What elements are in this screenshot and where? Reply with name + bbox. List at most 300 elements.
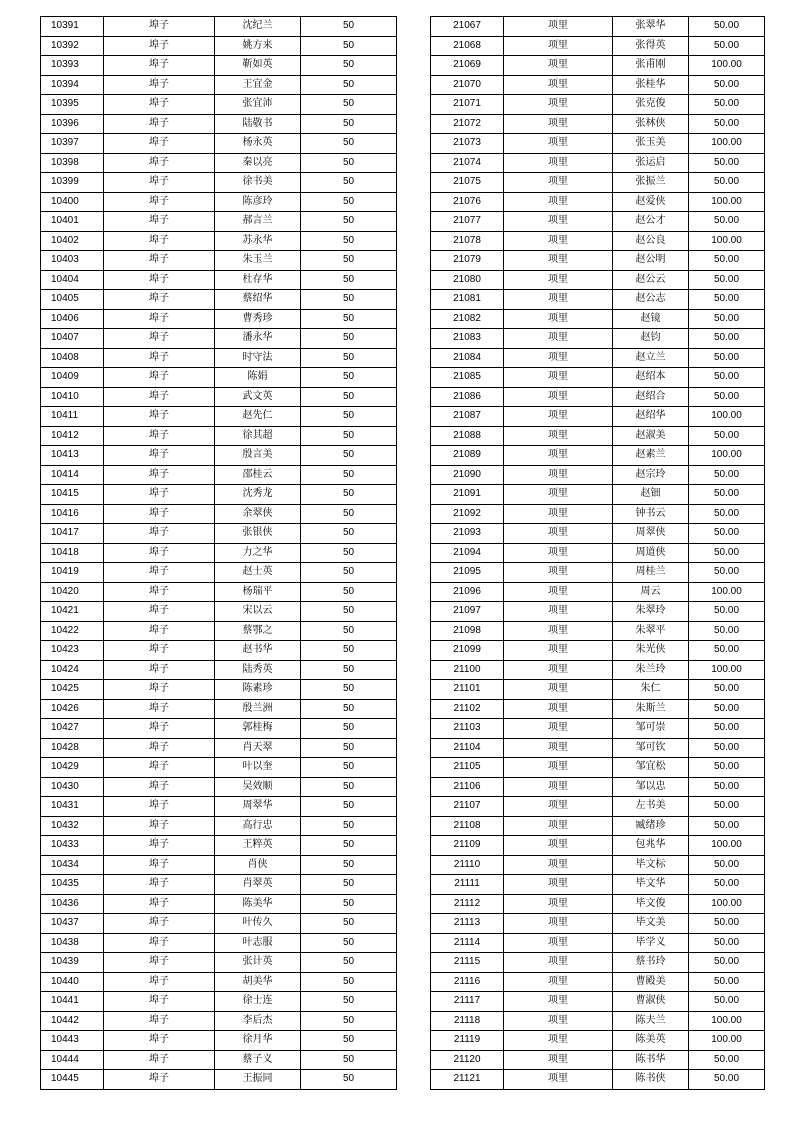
village-cell: 埠子 bbox=[104, 738, 215, 758]
table-row bbox=[41, 173, 397, 193]
amount-cell: 50.00 bbox=[689, 1070, 765, 1090]
id-cell: 10394 bbox=[41, 75, 104, 95]
name-cell: 陈娟 bbox=[215, 368, 301, 388]
village-cell: 项里 bbox=[504, 836, 613, 856]
name-cell: 邹可崇 bbox=[613, 719, 689, 739]
name-cell: 赵爱侠 bbox=[613, 192, 689, 212]
name-cell: 赵书华 bbox=[215, 641, 301, 661]
village-cell: 埠子 bbox=[104, 777, 215, 797]
village-cell: 埠子 bbox=[104, 465, 215, 485]
table-row bbox=[41, 563, 397, 583]
amount-cell: 50 bbox=[301, 1070, 397, 1090]
id-cell: 10404 bbox=[41, 270, 104, 290]
name-cell: 力之华 bbox=[215, 543, 301, 563]
table-row bbox=[431, 602, 765, 622]
id-cell: 21098 bbox=[431, 621, 504, 641]
left-table-body bbox=[41, 17, 397, 1090]
name-cell: 臧绪珍 bbox=[613, 816, 689, 836]
id-cell: 10445 bbox=[41, 1070, 104, 1090]
village-cell: 埠子 bbox=[104, 914, 215, 934]
village-cell: 埠子 bbox=[104, 992, 215, 1012]
id-cell: 21069 bbox=[431, 56, 504, 76]
id-cell: 21068 bbox=[431, 36, 504, 56]
name-cell: 殷兰洲 bbox=[215, 699, 301, 719]
village-cell: 项里 bbox=[504, 758, 613, 778]
name-cell: 杨永英 bbox=[215, 134, 301, 154]
village-cell: 埠子 bbox=[104, 134, 215, 154]
table-row bbox=[41, 1031, 397, 1051]
id-cell: 21097 bbox=[431, 602, 504, 622]
id-cell: 10418 bbox=[41, 543, 104, 563]
name-cell: 蔡鄂之 bbox=[215, 621, 301, 641]
amount-cell: 50.00 bbox=[689, 933, 765, 953]
table-row bbox=[431, 836, 765, 856]
amount-cell: 100.00 bbox=[689, 1031, 765, 1051]
id-cell: 21106 bbox=[431, 777, 504, 797]
id-cell: 21105 bbox=[431, 758, 504, 778]
amount-cell: 50 bbox=[301, 914, 397, 934]
name-cell: 潘永华 bbox=[215, 329, 301, 349]
table-row bbox=[431, 192, 765, 212]
id-cell: 21096 bbox=[431, 582, 504, 602]
name-cell: 曹秀珍 bbox=[215, 309, 301, 329]
table-row bbox=[41, 348, 397, 368]
village-cell: 项里 bbox=[504, 95, 613, 115]
amount-cell: 50 bbox=[301, 738, 397, 758]
table-row bbox=[431, 992, 765, 1012]
table-row bbox=[431, 290, 765, 310]
amount-cell: 50 bbox=[301, 719, 397, 739]
village-cell: 项里 bbox=[504, 251, 613, 271]
amount-cell: 100.00 bbox=[689, 582, 765, 602]
amount-cell: 50.00 bbox=[689, 387, 765, 407]
id-cell: 10442 bbox=[41, 1011, 104, 1031]
id-cell: 21083 bbox=[431, 329, 504, 349]
table-row bbox=[41, 758, 397, 778]
table-row bbox=[41, 602, 397, 622]
amount-cell: 50.00 bbox=[689, 290, 765, 310]
amount-cell: 50 bbox=[301, 407, 397, 427]
id-cell: 10433 bbox=[41, 836, 104, 856]
amount-cell: 50.00 bbox=[689, 270, 765, 290]
village-cell: 埠子 bbox=[104, 563, 215, 583]
amount-cell: 50 bbox=[301, 212, 397, 232]
id-cell: 21075 bbox=[431, 173, 504, 193]
amount-cell: 50.00 bbox=[689, 641, 765, 661]
table-row bbox=[41, 621, 397, 641]
table-row bbox=[41, 251, 397, 271]
name-cell: 朱翠玲 bbox=[613, 602, 689, 622]
table-row bbox=[431, 426, 765, 446]
amount-cell: 50.00 bbox=[689, 719, 765, 739]
village-cell: 项里 bbox=[504, 972, 613, 992]
table-row bbox=[41, 680, 397, 700]
id-cell: 21111 bbox=[431, 875, 504, 895]
id-cell: 10420 bbox=[41, 582, 104, 602]
table-row bbox=[41, 134, 397, 154]
table-row bbox=[431, 933, 765, 953]
name-cell: 王粹英 bbox=[215, 836, 301, 856]
name-cell: 肖天翠 bbox=[215, 738, 301, 758]
table-row bbox=[431, 173, 765, 193]
village-cell: 项里 bbox=[504, 621, 613, 641]
name-cell: 张振兰 bbox=[613, 173, 689, 193]
table-row bbox=[431, 582, 765, 602]
id-cell: 21113 bbox=[431, 914, 504, 934]
id-cell: 10439 bbox=[41, 953, 104, 973]
name-cell: 赵绍华 bbox=[613, 407, 689, 427]
id-cell: 10426 bbox=[41, 699, 104, 719]
name-cell: 张计英 bbox=[215, 953, 301, 973]
name-cell: 曹淑侠 bbox=[613, 992, 689, 1012]
amount-cell: 100.00 bbox=[689, 192, 765, 212]
amount-cell: 50 bbox=[301, 875, 397, 895]
name-cell: 周翠华 bbox=[215, 797, 301, 817]
amount-cell: 50.00 bbox=[689, 563, 765, 583]
id-cell: 21078 bbox=[431, 231, 504, 251]
amount-cell: 50 bbox=[301, 992, 397, 1012]
amount-cell: 50.00 bbox=[689, 621, 765, 641]
amount-cell: 50 bbox=[301, 1050, 397, 1070]
amount-cell: 50.00 bbox=[689, 738, 765, 758]
name-cell: 赵钧 bbox=[613, 329, 689, 349]
name-cell: 徐书美 bbox=[215, 173, 301, 193]
id-cell: 10398 bbox=[41, 153, 104, 173]
id-cell: 10427 bbox=[41, 719, 104, 739]
id-cell: 10409 bbox=[41, 368, 104, 388]
name-cell: 徐士连 bbox=[215, 992, 301, 1012]
name-cell: 陆敬书 bbox=[215, 114, 301, 134]
amount-cell: 50 bbox=[301, 582, 397, 602]
table-row bbox=[431, 231, 765, 251]
table-row bbox=[431, 972, 765, 992]
name-cell: 陈书华 bbox=[613, 1050, 689, 1070]
id-cell: 10407 bbox=[41, 329, 104, 349]
amount-cell: 50 bbox=[301, 621, 397, 641]
table-row bbox=[431, 134, 765, 154]
id-cell: 10413 bbox=[41, 446, 104, 466]
amount-cell: 100.00 bbox=[689, 56, 765, 76]
table-row bbox=[41, 309, 397, 329]
id-cell: 10431 bbox=[41, 797, 104, 817]
name-cell: 周桂兰 bbox=[613, 563, 689, 583]
name-cell: 赵公才 bbox=[613, 212, 689, 232]
table-row bbox=[41, 17, 397, 37]
amount-cell: 50 bbox=[301, 777, 397, 797]
id-cell: 10432 bbox=[41, 816, 104, 836]
table-row bbox=[41, 953, 397, 973]
village-cell: 项里 bbox=[504, 485, 613, 505]
name-cell: 赵宗玲 bbox=[613, 465, 689, 485]
id-cell: 10406 bbox=[41, 309, 104, 329]
village-cell: 项里 bbox=[504, 933, 613, 953]
amount-cell: 50.00 bbox=[689, 797, 765, 817]
name-cell: 陈书侠 bbox=[613, 1070, 689, 1090]
id-cell: 21119 bbox=[431, 1031, 504, 1051]
table-row bbox=[431, 387, 765, 407]
id-cell: 21118 bbox=[431, 1011, 504, 1031]
village-cell: 项里 bbox=[504, 914, 613, 934]
id-cell: 10443 bbox=[41, 1031, 104, 1051]
table-row bbox=[41, 95, 397, 115]
id-cell: 10424 bbox=[41, 660, 104, 680]
village-cell: 埠子 bbox=[104, 387, 215, 407]
amount-cell: 50 bbox=[301, 114, 397, 134]
table-row bbox=[431, 1031, 765, 1051]
name-cell: 杜存华 bbox=[215, 270, 301, 290]
table-row bbox=[431, 777, 765, 797]
name-cell: 张甫刚 bbox=[613, 56, 689, 76]
id-cell: 21082 bbox=[431, 309, 504, 329]
village-cell: 埠子 bbox=[104, 582, 215, 602]
table-row bbox=[431, 56, 765, 76]
amount-cell: 100.00 bbox=[689, 894, 765, 914]
village-cell: 埠子 bbox=[104, 758, 215, 778]
id-cell: 10395 bbox=[41, 95, 104, 115]
village-cell: 埠子 bbox=[104, 329, 215, 349]
name-cell: 周翠侠 bbox=[613, 524, 689, 544]
village-cell: 项里 bbox=[504, 173, 613, 193]
table-row bbox=[431, 914, 765, 934]
table-row bbox=[41, 270, 397, 290]
id-cell: 21094 bbox=[431, 543, 504, 563]
table-row bbox=[41, 36, 397, 56]
village-cell: 项里 bbox=[504, 660, 613, 680]
name-cell: 朱玉兰 bbox=[215, 251, 301, 271]
id-cell: 21070 bbox=[431, 75, 504, 95]
table-row bbox=[41, 582, 397, 602]
id-cell: 21093 bbox=[431, 524, 504, 544]
village-cell: 埠子 bbox=[104, 875, 215, 895]
table-row bbox=[41, 1070, 397, 1090]
table-row bbox=[41, 660, 397, 680]
amount-cell: 50 bbox=[301, 660, 397, 680]
amount-cell: 50.00 bbox=[689, 348, 765, 368]
name-cell: 曹殿美 bbox=[613, 972, 689, 992]
amount-cell: 50 bbox=[301, 699, 397, 719]
id-cell: 10421 bbox=[41, 602, 104, 622]
id-cell: 10410 bbox=[41, 387, 104, 407]
table-row bbox=[41, 914, 397, 934]
id-cell: 21079 bbox=[431, 251, 504, 271]
village-cell: 项里 bbox=[504, 894, 613, 914]
name-cell: 朱仁 bbox=[613, 680, 689, 700]
amount-cell: 100.00 bbox=[689, 1011, 765, 1031]
name-cell: 陆秀英 bbox=[215, 660, 301, 680]
village-cell: 埠子 bbox=[104, 114, 215, 134]
table-row bbox=[41, 933, 397, 953]
id-cell: 10396 bbox=[41, 114, 104, 134]
id-cell: 21099 bbox=[431, 641, 504, 661]
id-cell: 21112 bbox=[431, 894, 504, 914]
name-cell: 赵立兰 bbox=[613, 348, 689, 368]
id-cell: 10411 bbox=[41, 407, 104, 427]
amount-cell: 50 bbox=[301, 251, 397, 271]
id-cell: 10391 bbox=[41, 17, 104, 37]
amount-cell: 50.00 bbox=[689, 114, 765, 134]
name-cell: 赵公良 bbox=[613, 231, 689, 251]
amount-cell: 50.00 bbox=[689, 465, 765, 485]
id-cell: 21109 bbox=[431, 836, 504, 856]
name-cell: 赵绍合 bbox=[613, 387, 689, 407]
id-cell: 10428 bbox=[41, 738, 104, 758]
id-cell: 10422 bbox=[41, 621, 104, 641]
amount-cell: 50 bbox=[301, 855, 397, 875]
amount-cell: 50 bbox=[301, 816, 397, 836]
amount-cell: 50.00 bbox=[689, 485, 765, 505]
name-cell: 邹以忠 bbox=[613, 777, 689, 797]
village-cell: 埠子 bbox=[104, 894, 215, 914]
id-cell: 21108 bbox=[431, 816, 504, 836]
id-cell: 10403 bbox=[41, 251, 104, 271]
table-row bbox=[431, 524, 765, 544]
amount-cell: 50.00 bbox=[689, 368, 765, 388]
name-cell: 张林侠 bbox=[613, 114, 689, 134]
table-row bbox=[431, 251, 765, 271]
table-row bbox=[431, 816, 765, 836]
id-cell: 10399 bbox=[41, 173, 104, 193]
village-cell: 项里 bbox=[504, 36, 613, 56]
table-row bbox=[431, 563, 765, 583]
table-row bbox=[431, 797, 765, 817]
name-cell: 郝言兰 bbox=[215, 212, 301, 232]
amount-cell: 50 bbox=[301, 680, 397, 700]
village-cell: 埠子 bbox=[104, 524, 215, 544]
village-cell: 埠子 bbox=[104, 153, 215, 173]
village-cell: 埠子 bbox=[104, 641, 215, 661]
amount-cell: 50 bbox=[301, 17, 397, 37]
name-cell: 徐其超 bbox=[215, 426, 301, 446]
table-row bbox=[41, 777, 397, 797]
amount-cell: 50.00 bbox=[689, 153, 765, 173]
table-row bbox=[431, 114, 765, 134]
id-cell: 21086 bbox=[431, 387, 504, 407]
village-cell: 埠子 bbox=[104, 855, 215, 875]
id-cell: 10414 bbox=[41, 465, 104, 485]
village-cell: 埠子 bbox=[104, 368, 215, 388]
id-cell: 21103 bbox=[431, 719, 504, 739]
name-cell: 陈彦玲 bbox=[215, 192, 301, 212]
name-cell: 赵公云 bbox=[613, 270, 689, 290]
table-row bbox=[431, 543, 765, 563]
right-table-body bbox=[431, 17, 765, 1090]
id-cell: 10430 bbox=[41, 777, 104, 797]
table-row bbox=[431, 212, 765, 232]
name-cell: 杨瑞平 bbox=[215, 582, 301, 602]
table-row bbox=[431, 36, 765, 56]
village-cell: 项里 bbox=[504, 1070, 613, 1090]
name-cell: 陈美华 bbox=[215, 894, 301, 914]
id-cell: 10392 bbox=[41, 36, 104, 56]
id-cell: 21101 bbox=[431, 680, 504, 700]
amount-cell: 50.00 bbox=[689, 992, 765, 1012]
name-cell: 时守法 bbox=[215, 348, 301, 368]
village-cell: 项里 bbox=[504, 524, 613, 544]
id-cell: 21114 bbox=[431, 933, 504, 953]
table-row bbox=[431, 329, 765, 349]
amount-cell: 50.00 bbox=[689, 914, 765, 934]
village-cell: 项里 bbox=[504, 192, 613, 212]
amount-cell: 50 bbox=[301, 309, 397, 329]
amount-cell: 50 bbox=[301, 95, 397, 115]
village-cell: 项里 bbox=[504, 329, 613, 349]
id-cell: 10444 bbox=[41, 1050, 104, 1070]
village-cell: 埠子 bbox=[104, 719, 215, 739]
village-cell: 埠子 bbox=[104, 36, 215, 56]
amount-cell: 50.00 bbox=[689, 524, 765, 544]
table-row bbox=[41, 797, 397, 817]
name-cell: 武文英 bbox=[215, 387, 301, 407]
id-cell: 10435 bbox=[41, 875, 104, 895]
id-cell: 21077 bbox=[431, 212, 504, 232]
id-cell: 21092 bbox=[431, 504, 504, 524]
table-row bbox=[41, 407, 397, 427]
village-cell: 埠子 bbox=[104, 192, 215, 212]
id-cell: 10417 bbox=[41, 524, 104, 544]
table-row bbox=[431, 309, 765, 329]
village-cell: 埠子 bbox=[104, 290, 215, 310]
table-row bbox=[41, 1011, 397, 1031]
name-cell: 陈美英 bbox=[613, 1031, 689, 1051]
amount-cell: 50.00 bbox=[689, 309, 765, 329]
id-cell: 21100 bbox=[431, 660, 504, 680]
village-cell: 埠子 bbox=[104, 212, 215, 232]
village-cell: 项里 bbox=[504, 1031, 613, 1051]
table-row bbox=[431, 875, 765, 895]
table-row bbox=[431, 270, 765, 290]
amount-cell: 50 bbox=[301, 446, 397, 466]
name-cell: 吴效顺 bbox=[215, 777, 301, 797]
name-cell: 殷言美 bbox=[215, 446, 301, 466]
table-row bbox=[431, 953, 765, 973]
id-cell: 10408 bbox=[41, 348, 104, 368]
amount-cell: 50.00 bbox=[689, 875, 765, 895]
name-cell: 张玉美 bbox=[613, 134, 689, 154]
village-cell: 埠子 bbox=[104, 660, 215, 680]
amount-cell: 50 bbox=[301, 641, 397, 661]
village-cell: 项里 bbox=[504, 563, 613, 583]
table-row bbox=[41, 855, 397, 875]
amount-cell: 100.00 bbox=[689, 134, 765, 154]
table-row bbox=[41, 641, 397, 661]
amount-cell: 100.00 bbox=[689, 446, 765, 466]
name-cell: 靳如英 bbox=[215, 56, 301, 76]
id-cell: 21076 bbox=[431, 192, 504, 212]
amount-cell: 50 bbox=[301, 153, 397, 173]
name-cell: 王振同 bbox=[215, 1070, 301, 1090]
id-cell: 10400 bbox=[41, 192, 104, 212]
name-cell: 赵素兰 bbox=[613, 446, 689, 466]
amount-cell: 50.00 bbox=[689, 777, 765, 797]
table-row bbox=[41, 543, 397, 563]
village-cell: 项里 bbox=[504, 426, 613, 446]
village-cell: 埠子 bbox=[104, 602, 215, 622]
table-row bbox=[41, 329, 397, 349]
amount-cell: 100.00 bbox=[689, 231, 765, 251]
id-cell: 21095 bbox=[431, 563, 504, 583]
village-cell: 埠子 bbox=[104, 621, 215, 641]
name-cell: 张得英 bbox=[613, 36, 689, 56]
village-cell: 项里 bbox=[504, 855, 613, 875]
village-cell: 埠子 bbox=[104, 933, 215, 953]
amount-cell: 100.00 bbox=[689, 836, 765, 856]
id-cell: 21115 bbox=[431, 953, 504, 973]
name-cell: 左书美 bbox=[613, 797, 689, 817]
village-cell: 项里 bbox=[504, 56, 613, 76]
name-cell: 徐月华 bbox=[215, 1031, 301, 1051]
amount-cell: 50 bbox=[301, 134, 397, 154]
village-cell: 项里 bbox=[504, 543, 613, 563]
